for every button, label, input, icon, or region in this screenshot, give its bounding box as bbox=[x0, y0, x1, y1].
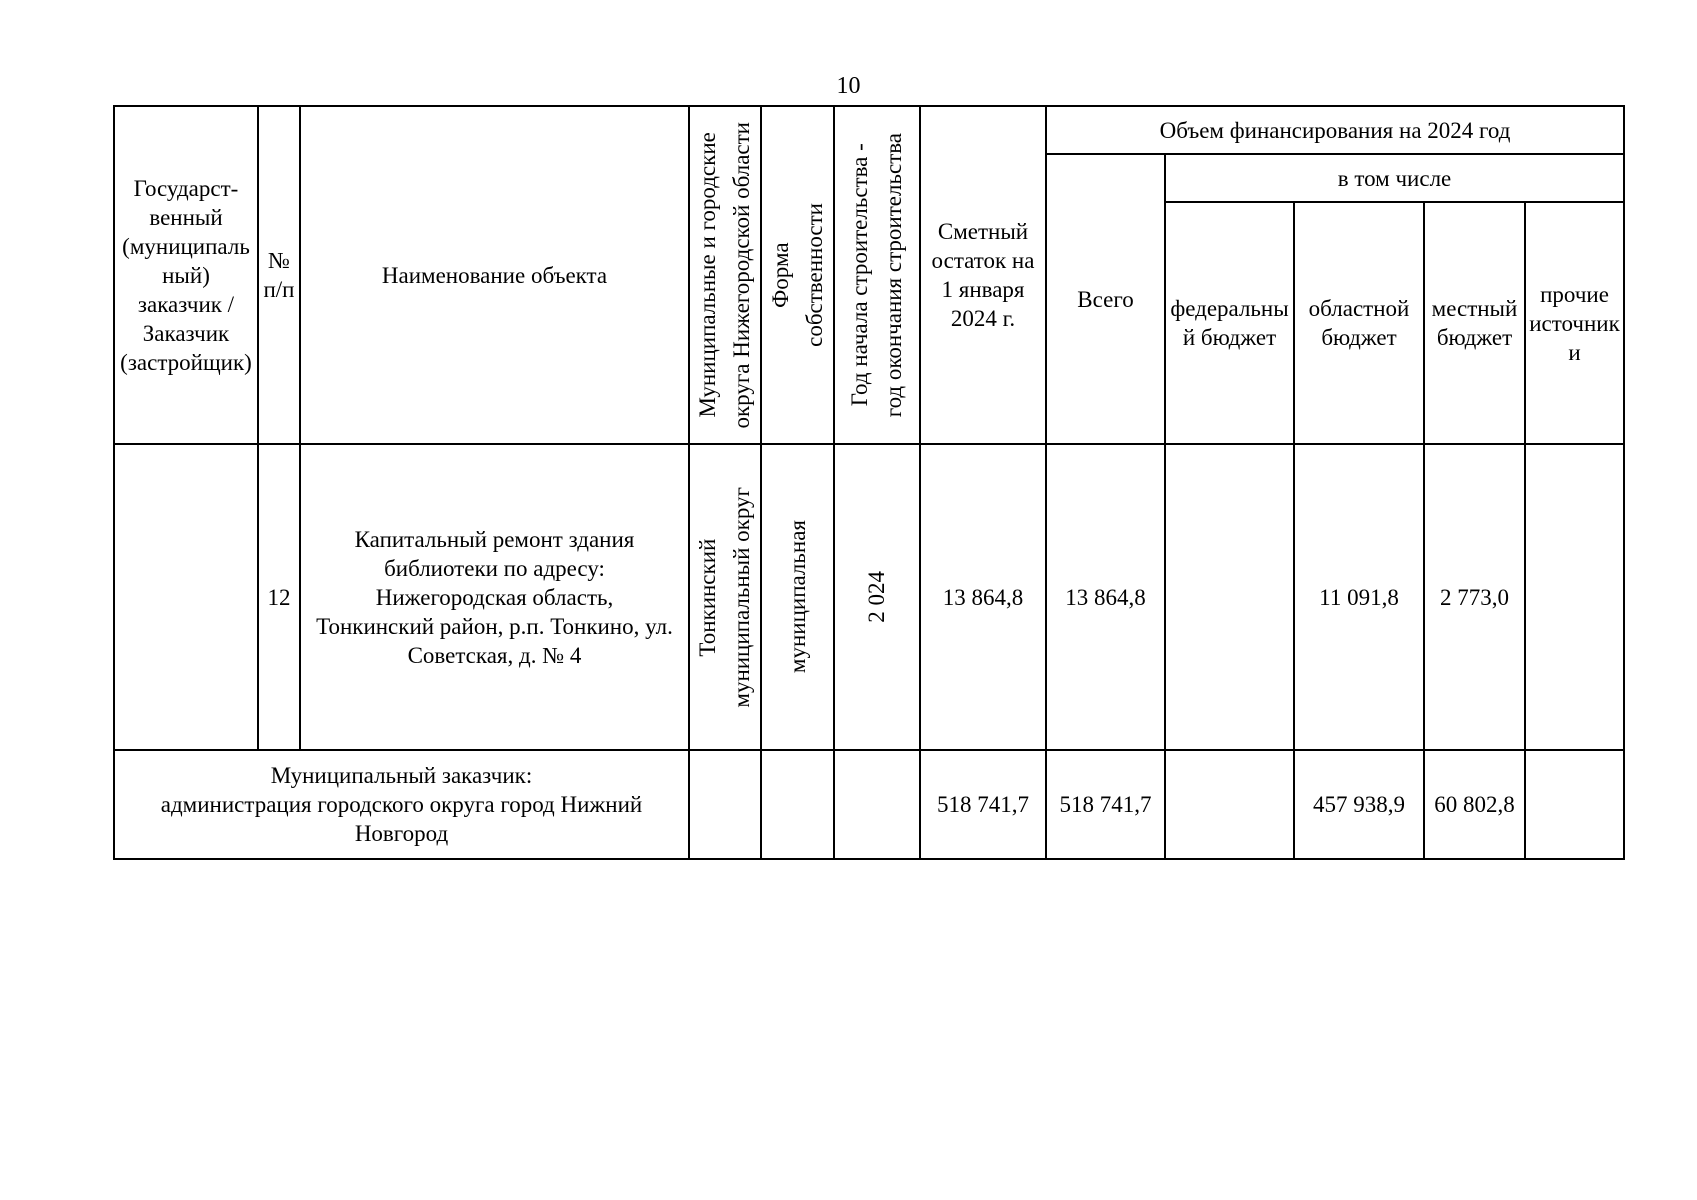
header-ownership: Форма собственности bbox=[761, 106, 834, 444]
summary-row bbox=[114, 750, 1624, 859]
capital-construction-table bbox=[113, 105, 1625, 860]
row-years: 2 024 bbox=[834, 444, 920, 750]
summary-years bbox=[834, 750, 920, 859]
header-federal: федеральны й бюджет bbox=[1165, 202, 1294, 444]
summary-label: Муниципальный заказчик: администрация городского округа город Нижний Новгород bbox=[114, 750, 689, 859]
row-federal bbox=[1165, 444, 1294, 750]
header-years: Год начала строительства - год окончания строительства bbox=[834, 106, 920, 444]
summary-federal bbox=[1165, 750, 1294, 859]
row-local: 2 773,0 bbox=[1424, 444, 1525, 750]
header-funding-title: Объем финансирования на 2024 год bbox=[1046, 106, 1624, 154]
header-regional: областной бюджет bbox=[1294, 202, 1424, 444]
summary-ownership bbox=[761, 750, 834, 859]
summary-other bbox=[1525, 750, 1624, 859]
summary-total: 518 741,7 bbox=[1046, 750, 1165, 859]
header-other: прочие источник и bbox=[1525, 202, 1624, 444]
header-local: местный бюджет bbox=[1424, 202, 1525, 444]
header-total: Всего bbox=[1046, 154, 1165, 444]
row-estimate: 13 864,8 bbox=[920, 444, 1046, 750]
row-other bbox=[1525, 444, 1624, 750]
header-estimate: Сметный остаток на 1 января 2024 г. bbox=[920, 106, 1046, 444]
row-number: 12 bbox=[258, 444, 300, 750]
header-customer: Государст- венный (муниципаль ный) заказчик / Заказчик (застройщик) bbox=[114, 106, 258, 444]
page-number: 10 bbox=[836, 73, 861, 99]
header-municipality: Муниципальные и городские округа Нижегородской области bbox=[689, 106, 761, 444]
row-total: 13 864,8 bbox=[1046, 444, 1165, 750]
summary-estimate: 518 741,7 bbox=[920, 750, 1046, 859]
header-number: № п/п bbox=[258, 106, 300, 444]
row-ownership: муниципальная bbox=[761, 444, 834, 750]
row-regional: 11 091,8 bbox=[1294, 444, 1424, 750]
row-customer bbox=[114, 444, 258, 750]
summary-municipality bbox=[689, 750, 761, 859]
summary-local: 60 802,8 bbox=[1424, 750, 1525, 859]
summary-regional: 457 938,9 bbox=[1294, 750, 1424, 859]
header-including: в том числе bbox=[1165, 154, 1624, 202]
header-object-name: Наименование объекта bbox=[300, 106, 689, 444]
row-municipality: Тонкинский муниципальный округ bbox=[689, 444, 761, 750]
table-row bbox=[114, 444, 1624, 750]
row-object-name: Капитальный ремонт здания библиотеки по адресу: Нижегородская область, Тонкинский район, р.п. Тонкино, ул. Советская, д. № 4 bbox=[300, 444, 689, 750]
header-row-1 bbox=[114, 106, 1624, 154]
